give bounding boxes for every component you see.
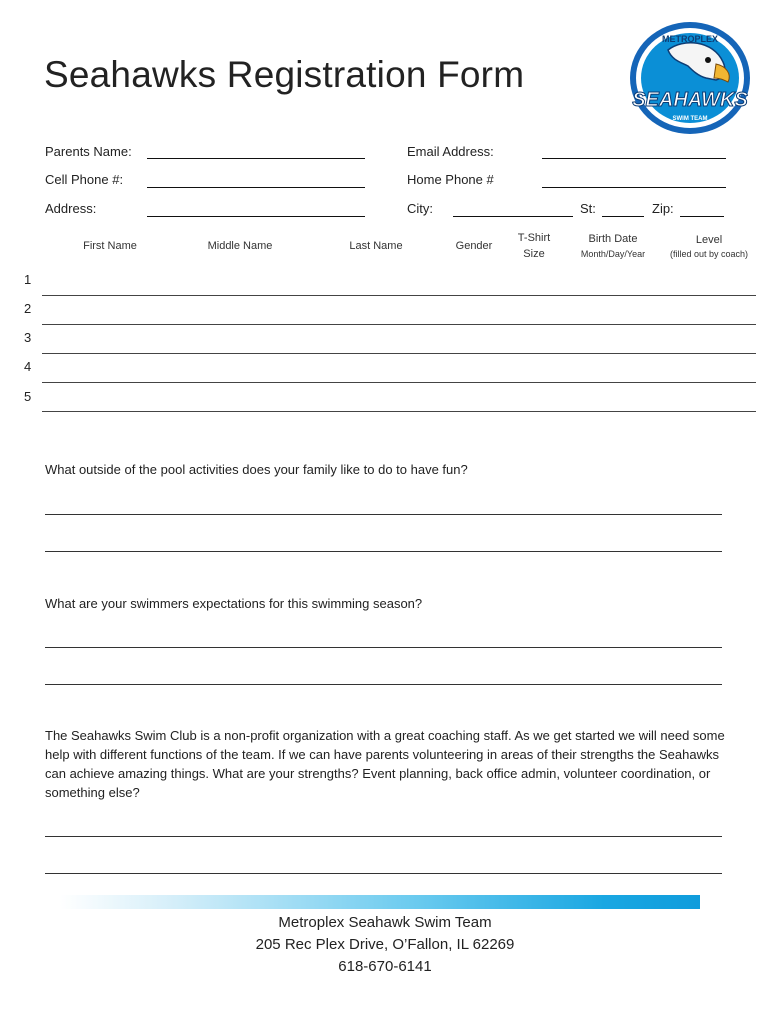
col-tshirt-size: Size	[523, 248, 545, 260]
address-label: Address:	[45, 201, 97, 216]
address-field[interactable]	[147, 216, 365, 217]
table-row[interactable]	[42, 295, 756, 296]
zip-label: Zip:	[652, 201, 674, 216]
logo-top-text: METROPLEX	[661, 34, 719, 44]
answer-line-expectations-2[interactable]	[45, 684, 722, 685]
footer-gradient-band	[60, 895, 700, 909]
col-gender: Gender	[455, 240, 493, 252]
email-address-label: Email Address:	[407, 144, 494, 159]
question-expectations: What are your swimmers expectations for this swimming season?	[45, 596, 423, 611]
row-number-5: 5	[24, 389, 32, 404]
email-address-field[interactable]	[542, 158, 726, 159]
table-row[interactable]	[42, 411, 756, 412]
question-activities: What outside of the pool activities does your family like to do to have fun?	[45, 462, 468, 477]
col-level-note: (filled out by coach)	[669, 249, 749, 259]
state-label: St:	[580, 201, 596, 216]
col-birth-date: Birth Date	[588, 233, 638, 245]
parents-name-label: Parents Name:	[45, 144, 132, 159]
home-phone-field[interactable]	[542, 187, 726, 188]
answer-line-activities-1[interactable]	[45, 514, 722, 515]
row-number-2: 2	[24, 301, 32, 316]
table-row[interactable]	[42, 382, 756, 383]
col-last-name: Last Name	[349, 240, 403, 252]
question-strengths: The Seahawks Swim Club is a non-profit organization with a great coaching staff. As we get started we will need some help with different functions of the team. If we can have parents volunteering in areas of their strengths the Seahawks can achieve amazing things. What are your strengths? Event planning, back office admin, volunteer coordination, or something else?	[45, 728, 725, 800]
seahawks-logo	[628, 20, 752, 136]
row-number-4: 4	[24, 359, 32, 374]
col-first-name: First Name	[83, 240, 137, 252]
answer-line-activities-2[interactable]	[45, 551, 722, 552]
answer-line-strengths-1[interactable]	[45, 836, 722, 837]
cell-phone-label: Cell Phone #:	[45, 172, 124, 187]
answer-line-expectations-1[interactable]	[45, 647, 722, 648]
state-field[interactable]	[602, 216, 644, 217]
cell-phone-field[interactable]	[147, 187, 365, 188]
footer-phone: 618-670-6141	[338, 958, 432, 975]
logo-main-text: SEAHAWKS	[632, 89, 748, 111]
answer-line-strengths-2[interactable]	[45, 873, 722, 874]
table-row[interactable]	[42, 324, 756, 325]
col-tshirt: T-Shirt	[517, 232, 551, 244]
page-title: Seahawks Registration Form	[44, 54, 525, 95]
table-row[interactable]	[42, 353, 756, 354]
col-middle-name: Middle Name	[207, 240, 273, 252]
zip-field[interactable]	[680, 216, 724, 217]
footer-address: 205 Rec Plex Drive, O’Fallon, IL 62269	[255, 936, 515, 953]
parents-name-field[interactable]	[147, 158, 365, 159]
footer-team-name: Metroplex Seahawk Swim Team	[278, 914, 492, 931]
row-number-1: 1	[24, 272, 32, 287]
home-phone-label: Home Phone #	[407, 172, 494, 187]
seahawks-logo-graphic	[628, 20, 752, 136]
row-number-3: 3	[24, 330, 32, 345]
city-label: City:	[407, 201, 433, 216]
logo-bottom-text: SWIM TEAM	[672, 116, 708, 122]
col-level: Level	[695, 234, 723, 246]
col-birth-format: Month/Day/Year	[580, 249, 646, 259]
city-field[interactable]	[453, 216, 573, 217]
